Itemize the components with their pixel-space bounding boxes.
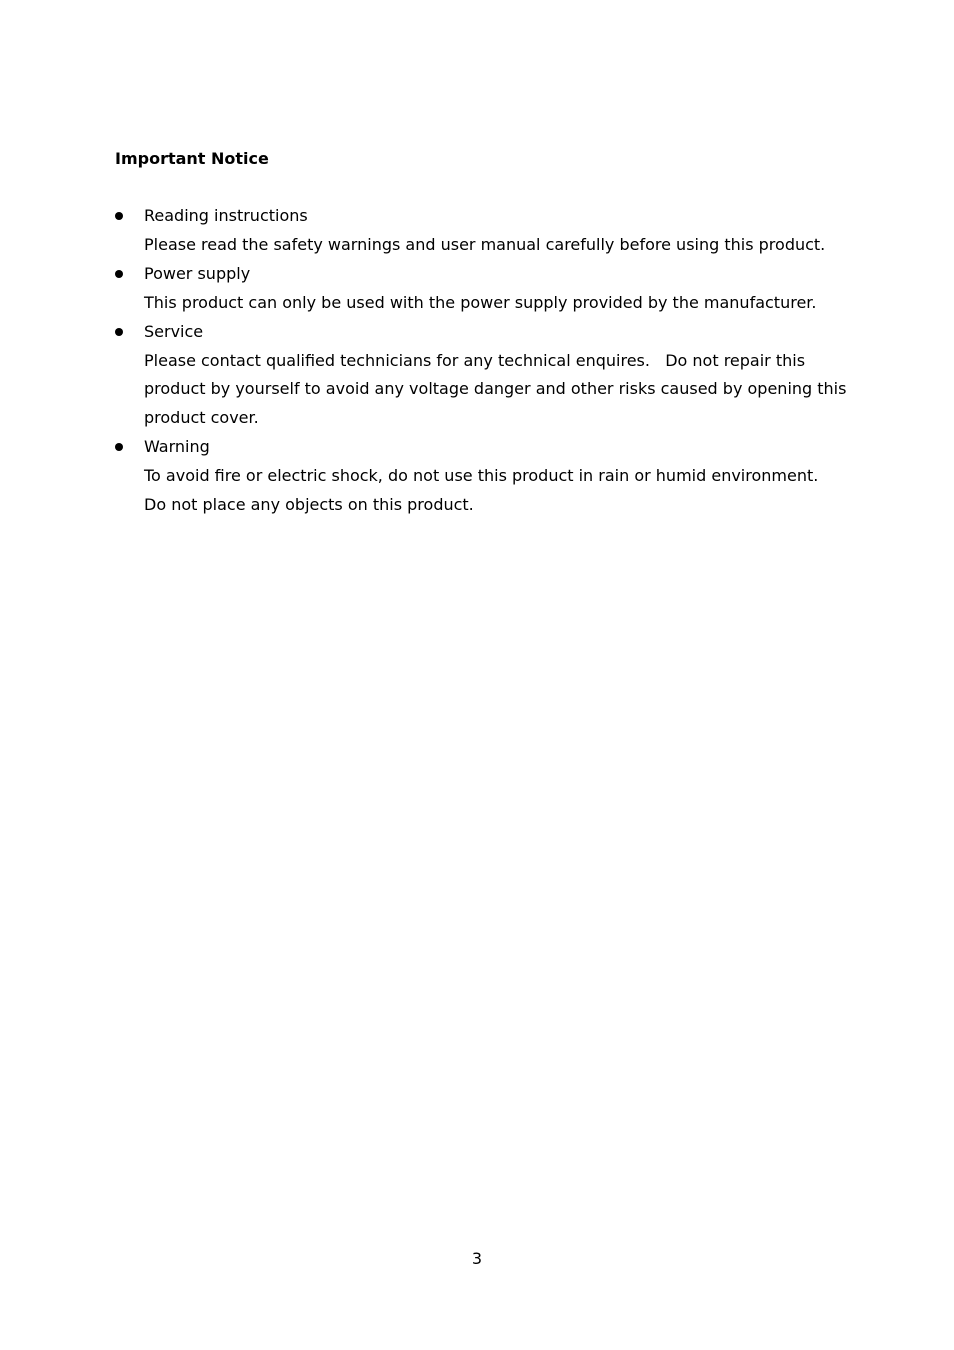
list-item-title: Warning: [144, 437, 210, 457]
list-item-power-supply: [115, 260, 855, 318]
body-line: product cover.: [144, 408, 259, 428]
page-title: Important Notice: [115, 149, 269, 168]
bullet-icon: [115, 212, 123, 220]
bullet-icon: [115, 270, 123, 278]
list-item-title: Service: [144, 321, 204, 341]
bullet-icon: [115, 443, 123, 451]
list-item-body: [144, 347, 855, 434]
list-item-service: [115, 318, 855, 434]
page-number: 3: [471, 1249, 483, 1268]
bullet-icon: [115, 328, 123, 336]
list-item-body: [144, 462, 855, 520]
list-item-title: Power supply: [144, 263, 251, 283]
list-item-warning: [115, 433, 855, 520]
notice-list: [115, 202, 855, 520]
body-line: product by yourself to avoid any voltage danger and other risks caused by opening this: [144, 379, 847, 399]
body-line: Please read the safety warnings and user manual carefully before using this product.: [144, 234, 826, 254]
list-item-title: Reading instructions: [144, 206, 308, 225]
list-item-reading-instructions: [115, 202, 855, 260]
list-item-body: [144, 289, 855, 318]
body-line: To avoid fire or electric shock, do not use this product in rain or humid environment.: [144, 466, 819, 486]
list-item-body: [144, 231, 855, 260]
body-line: This product can only be used with the power supply provided by the manufacturer.: [144, 292, 817, 312]
body-line: Do not place any objects on this product.: [144, 495, 474, 515]
body-line: Please contact qualified technicians for any technical enquires. Do not repair this: [144, 350, 806, 370]
